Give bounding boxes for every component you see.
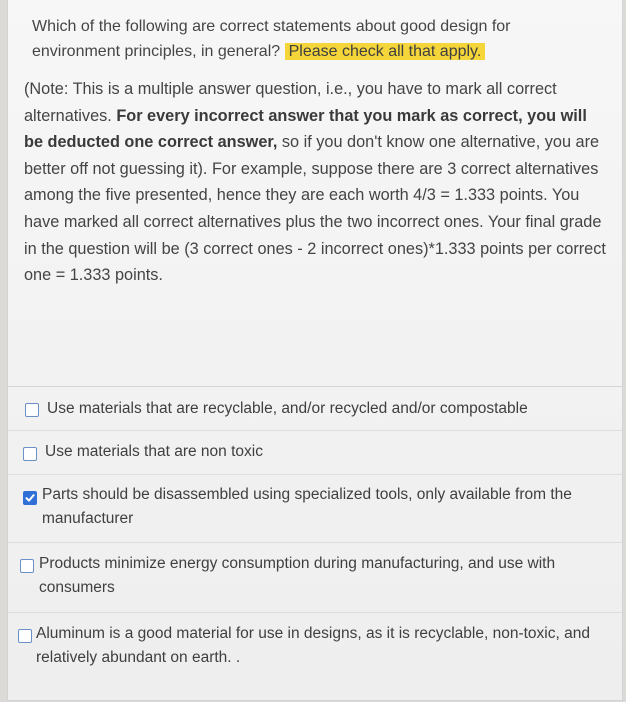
option-label-2: Use materials that are non toxic bbox=[45, 443, 263, 460]
checkmark-icon bbox=[25, 493, 35, 503]
question-sheet bbox=[8, 0, 622, 700]
grading-note bbox=[24, 76, 608, 289]
option-row-4[interactable] bbox=[8, 542, 622, 612]
option-label-4: Products minimize energy consumption during manufacturing, and use with consumers bbox=[39, 555, 556, 596]
option-row-3[interactable] bbox=[8, 474, 622, 542]
checkbox-option-2[interactable] bbox=[23, 447, 37, 461]
question-prompt bbox=[32, 14, 592, 64]
checkbox-option-4[interactable] bbox=[20, 559, 34, 573]
option-label-1: Use materials that are recyclable, and/or recycled and/or compostable bbox=[47, 400, 528, 417]
option-label-3: Parts should be disassembled using specialized tools, only available from the manufacturer bbox=[42, 486, 572, 527]
answer-options bbox=[8, 386, 622, 702]
checkbox-option-5[interactable] bbox=[18, 629, 32, 643]
question-text: Which of the following are correct statements about good design for environment principles, in general? bbox=[32, 18, 511, 60]
option-row-2[interactable] bbox=[8, 430, 622, 474]
checkbox-option-1[interactable] bbox=[25, 403, 39, 417]
checkbox-option-3[interactable] bbox=[23, 491, 37, 505]
note-text-1: (Note: This is a multiple answer question, i.e., you have to mark all correct alternatives. bbox=[24, 80, 557, 125]
option-label-5: Aluminum is a good material for use in designs, as it is recyclable, non-toxic, and relatively abundant on earth. . bbox=[36, 625, 590, 666]
note-bold-warning: For every incorrect answer that you mark as correct, you will be deducted one correct answer, bbox=[24, 106, 587, 152]
instruction-highlight: Please check all that apply. bbox=[285, 43, 486, 60]
option-row-1[interactable] bbox=[8, 386, 622, 430]
option-row-5[interactable] bbox=[8, 612, 622, 702]
note-text-2: so if you don't know one alternative, you are better off not guessing it). For example, suppose there are 3 correct alternatives among the five presented, hence they are each worth 4/3 = 1.333 points. You have marked all correct alternatives plus the two incorrect ones. Your final grade in the question will be (3 correct ones - 2 incorrect ones)*1.333 points per correct one = 1.333 points. bbox=[24, 133, 606, 285]
